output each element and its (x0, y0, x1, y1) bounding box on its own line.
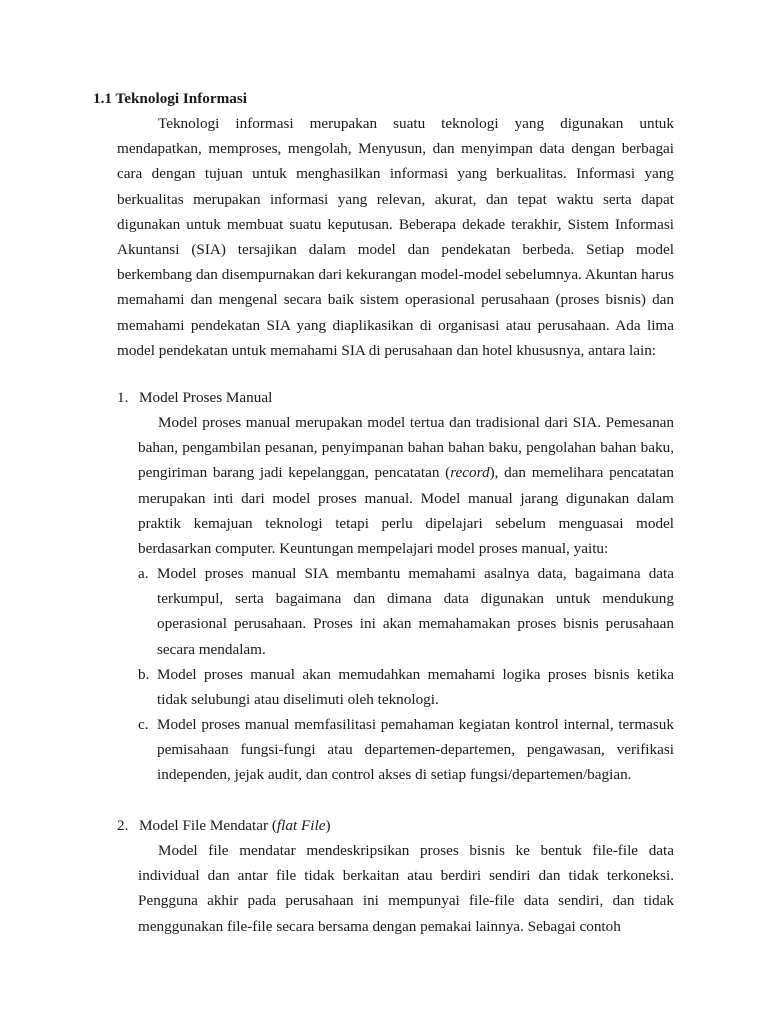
sub-letter-a: a. (138, 565, 149, 582)
list-title-model-proses-manual: Model Proses Manual (139, 389, 273, 406)
emphasis-record: record (450, 464, 490, 482)
sub-letter-b: b. (138, 666, 150, 683)
list-number-2: 2. (117, 817, 129, 834)
model-proses-manual-paragraph (138, 410, 674, 561)
list-title-model-file-mendatar (139, 813, 331, 838)
sub-item-c: Model proses manual memfasilitasi pemahaman kegiatan kontrol internal, termasuk pemisahaan fungsi-fungi atau departemen-departemen, pengawasan, verifikasi independen, jejak audit, dan control akses di setiap fungsi/departemen/bagian. (157, 716, 674, 784)
title-text: ) (325, 817, 331, 834)
intro-paragraph: Teknologi informasi merupakan suatu teknologi yang digunakan untuk mendapatkan, memproses, mengolah, Menyusun, dan menyimpan data dengan berbagai cara dengan tujuan untuk menghasilkan informasi yang berkualitas. Informasi yang berkualitas merupakan informasi yang relevan, akurat, dan tepat waktu serta dapat digunakan untuk membuat suatu keputusan. Beberapa dekade terakhir, Sistem Informasi Akuntansi (SIA) tersajikan dalam model dan pendekatan berbeda. Setiap model berkembang dan disempurnakan dari kekurangan model-model sebelumnya. Akuntan harus memahami dan mengenal secara baik sistem operasional perusahaan (proses bisnis) dan memahami pendekatan SIA yang diaplikasikan di organisasi atau perusahaan. Ada lima model pendekatan untuk memahami SIA di perusahaan dan hotel khususnya, antara lain: (117, 115, 674, 359)
emphasis-flat-file: flat File (276, 817, 326, 834)
model-file-mendatar-paragraph: Model file mendatar mendeskripsikan proses bisnis ke bentuk file-file data individual dan antar file tidak berkaitan atau berdiri sendiri dan tidak terkoneksi. Pengguna akhir pada perusahaan ini mempunyai file-file data sendiri, dan tidak menggunakan file-file secara bersama dengan pemakai lainnya. Sebagai contoh (138, 842, 674, 935)
section-heading: 1.1 Teknologi Informasi (93, 90, 248, 107)
body-text: Model proses manual merupakan model tertua dan tradisional dari SIA. Pemesanan bahan, pengambilan pesanan, penyimpanan bahan bahan baku, pengolahan bahan baku, pengiriman barang jadi kepelanggan, pencatatan ( (138, 414, 674, 482)
title-text: Model File Mendatar ( (139, 817, 277, 834)
sub-item-a: Model proses manual SIA membantu memahami asalnya data, bagaimana data terkumpul, serta bagaimana dan dimana data digunakan untuk mendukung operasional perusahaan. Proses ini akan memahamakan proses bisnis perusahaan secara mendalam. (157, 565, 674, 658)
sub-item-b: Model proses manual akan memudahkan memahami logika proses bisnis ketika tidak selubungi atau diselimuti oleh teknologi. (157, 666, 674, 709)
list-number-1: 1. (117, 389, 129, 406)
sub-letter-c: c. (138, 716, 149, 733)
body-text: ), dan memelihara pencatatan merupakan inti dari model proses manual. Model manual jarang digunakan dalam praktik kemajuan teknologi tetapi perlu dipelajari sebelum menguasai model berdasarkan computer. Keuntungan mempelajari model proses manual, yaitu: (138, 464, 674, 558)
